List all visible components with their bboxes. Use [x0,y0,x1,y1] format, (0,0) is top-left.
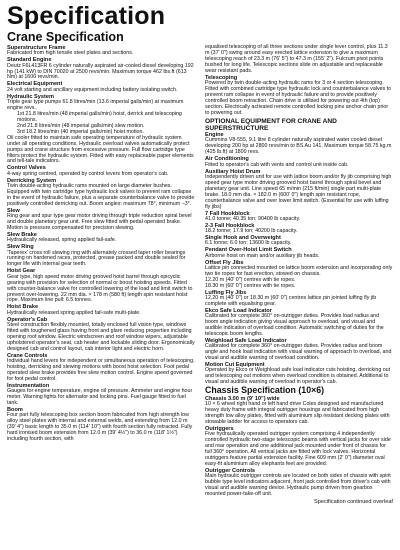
paragraph: 'Taperex' cross roll slewing ring with alternately crossed taper roller bearings running on hardened races, protected, grease packed and double sealed for longer life with internal gear teeth. [7,249,186,268]
section-heading: Weighload Safe Load Indicator [205,338,287,345]
section-heading: Luffing Fly Jibs [205,289,247,296]
paragraph: Operated by Ekco or Weighload safe load indicator cuts hoisting, derricking out and telescoping out motions when overload condition is obtained. Additional to visual and audible warning of overload in operator's cab. [205,367,391,386]
section-heading: Derricking System [7,177,57,184]
indented-line: 3rd 18.2 litres/min (40 imperial galls/min) hoist motion. [17,128,144,135]
section-heading: Pendant Over-Hoist Limit Switch [205,247,292,254]
left-column [7,45,195,505]
section-heading: Boom [7,407,23,413]
paragraph: Five hydraulically operated outrigger system comprising 4 independently controlled hydraulic two-stage telescopic beams with vertical jacks for over side and rear operation and one additional jack mounted under front of chassis for full 360° operation. All vertical jacks are fitted with lock valves. Horizontal outriggers feature partial extension facility. Fine 609 mm (2' 0") diameter oval easy-fit aluminium alloy elephants feet are provided. [205,431,391,468]
paragraph: 6.1 tonne; 6.0 ton; 13600 lb capacity. [205,240,292,247]
paragraph: Gear type, high speed motor driving grooved hoist barrel through epicyclic gearing with provision for selection of normal or boost hoisting speeds. Fitted with counter-balance valve for controlled lowering of the load and limit switch to prevent over-lowering. 22 mm dia. × 178 m (580 ft) length spin resistant hoist rope. Maximum line pull: 6.5 tonnes. [7,273,193,304]
paragraph: Deutz F6L413FR 6 cylinder naturally aspirated air-cooled diesel developing 192 hp (141 kW) to DIN 70020 at 2500 revs/min. Maximum torque 462 lbs.ft (613 Nm) at 1600 revs/min. [7,62,194,81]
paragraph: 12.20 m (40' 0") centres with tie ropes. [205,276,296,283]
paragraph: Triple gear type pumps 61.8 litres/min (13.6 imperial galls/min) at maximum engine revs. [7,98,184,111]
paragraph: 18.2 tonne; 17.9 ton; 40200 lb capacity. [205,228,298,235]
section-heading: Outriggers [205,426,234,433]
section-heading: Ekco Safe Load Indicator [205,307,272,314]
section-heading: Hoist Gear [7,268,36,275]
paragraph: Calibrated for complete 360° on-outrigger duties. Provides load radius and boom angle indication giving visual approach to overload, and visual and audible indication of overload condition. Automatic switching of duties for the telescopic boom lengths. [205,313,384,338]
section-heading: Engine [205,132,224,139]
paragraph: equalised telescoping of all three sections under single lever control, plus 11.3 m (37' 0") swing around easy erected lattice extension to give a maximum telescoping reach of 23.3 m (76' 5") to 47.3 m (155' 2"). Fulcrum pivot points bushed for long life. Telescopic sections slide on adjustable and replaceable wear resistant pads. [205,44,388,74]
section-heading: Outrigger Controls [205,468,256,475]
section-heading: Slew [7,207,20,214]
section-heading: Slew Brake [7,231,37,238]
paragraph: Hydraulically released spring applied fail-safe multi-plate. [7,309,141,316]
paragraph: 10 × 6 wheel right hand or left hand drive Coles designed and manufactured heavy duty frame with integral outrigger housings and fabricated from high strength low alloy plates, fitted with aluminium slip resistant decking plates with stowable ladder for access to operators cab. [205,401,390,426]
paragraph: Powered by twin double-acting hydraulic rams for 3 or 4 section telescoping. Fitted with combined cartridge type hydraulic lock and counterbalance valves to prevent ram collapse in event of hydraulic failure and to provide positively controlled boom retraction. Chain drive is utilised for powering out 4th (top) section. Electrically activated remote controlled locking pins anchor chain prior to powering out. [205,80,392,116]
section-heading: Hoist Brake [7,304,39,311]
section-title: OPTIONAL EQUIPMENT FOR CRANE AND SUPERSTRUCTURE [205,117,337,132]
indented-line: 2nd 21.8 litres/min (48 imperial galls/min) slew motion. [17,122,145,129]
section-heading: Control Valves [7,165,46,172]
paragraph: Hydraulically released, spring applied fail-safe. [7,237,117,244]
section-heading: Hydraulic System [7,93,54,100]
right-column-body [205,45,393,498]
paragraph: Four part fully telescoping box section boom fabricated from high strength low alloy steel plates with internal and external welds, and extending from 12.0 m (39' 4") basic length to 35.0 m (114' 10") with fourth section fully retracted. Fully hard ironised boom extension from 12.0 m (39' 4½") to 36.0 m (118' 1½") including fourth section, with [7,412,193,443]
section-heading: Superstructure Frame [7,45,66,51]
right-column [205,45,393,505]
paragraph: Oil cooler fitted to maintain safe operating temperature of hydraulic system under all operating conditions. Hydraulic overload valves automatically protect pumps and crane structure from excessive pressure. Full flow cartridge type filters protect the hydraulic system. Fitted with easy replaceable paper elements and tell-tale indicators. [7,134,194,165]
paragraph: Fabricated from high tensile steel plates and sections. [7,50,134,57]
chassis-heading: Chassis Specification (10×6) [205,385,325,396]
section-heading: Auxiliary Hoist Drum [205,168,261,175]
paragraph: Ring gear and spur type gear motor driving through triple reduction spiral bevel and double planetary gear unit. Free slew fitted with pedal operated brake. Motion is pressure compensated for precision slewing. [7,213,192,231]
section-heading: Instrumentation [7,382,50,389]
columns [7,45,393,505]
paragraph: Twin double-acting hydraulic rams mounted on large diameter bushes. Equipped with twin cartridge type hydraulic lock valves to prevent ram collapse in the event of hydraulic failure, plus a separate counterbalance valve to provide positively controlled derricking out. Boom angles: maximum 78°, minimum −3°. [7,182,195,207]
paragraph: Lattice pin connected mounted on lattice boom extension and incorporating only two tie ropes for fast erection, stowed on chassis. [205,264,393,277]
section-heading: 7 Fall Hookblock [205,210,250,217]
paragraph: 12.20 m (40' 0") or 18.30 m (60' 0") centres lattice pin jointed luffing fly jib complete with equalising gear. [205,295,377,307]
paragraph: Steel construction flexibly mounted, totally enclosed full vision type, windows fitted with toughened glass having front and glare reducing properties including opening roof window. Electric windscreen and roof window wipers, adjustable upholstered operator's seat, cab heater and lockable sliding door. Ergonomically designed cab and control layout, cab interior light and electric horn. [7,321,195,352]
continued-note: Specification continued overleaf [314,499,393,506]
section-heading: Slew Ring [7,244,34,251]
paragraph: Calibrated for complete 360° on-outrigger duties. Provides radius and boom angle and hook load indication with visual warning of approach to overload, and visual and audible warning of overload condition. [205,343,392,362]
section-heading: Crane Controls [7,352,48,359]
section-heading: Air Conditioning [205,156,249,163]
indented-line: 1st 21.8 litres/min (48 imperial galls/min) hoist, derrick and telescoping motions. [17,110,182,123]
paragraph: Cummins V8-555, 9.1 litre 8 cylinder naturally aspirated water cooled diesel developing 200 hp at 2800 revs/min to BS Au 141. Maximum torque 58.75 kg.m (425 lb.ft) at 1800 revs. [205,137,392,156]
paragraph: Gauges for engine temperature, engine oil pressure. Ammeter and engine hour meter. Warning lights for alternator and locking pins. Fuel gauge fitted to fuel tank. [7,388,193,407]
section-heading: Single Hook and Overweight [205,235,281,242]
paragraph: Airborne hoist on main and/or auxiliary jib heads. [205,252,320,259]
section-heading: Motion Cut Equipment [205,362,265,369]
paragraph: Independently driven unit for use with lattice boom and/or fly jib comprising high speed gear type motor driving grooved hoist barrel through spiral bevel and planetary gear unit. Line speed 65 m/min (215 ft/min) single part multi-plate brake. 18.0 mm dia. × 182.0 m (600' 0") length spin resistant rope, counterbalance valve and over lower limit switch. (Essential for use with luffing fly jibs) [205,173,392,210]
page-title: Specification [7,2,166,30]
section-heading: Operator's Cab [7,316,48,323]
paragraph: 18.30 m (60' 0") centres with tie ropes. [205,282,296,289]
section-heading: Offset Fly Jibs [205,259,244,266]
paragraph: 4-way spring centred, operated by control levers from operator's cab. [7,170,169,177]
paragraph: 24 volt starting and ancillary equipment including battery isolating switch. [7,86,178,93]
section-heading: Standard Engine [7,57,52,64]
paragraph: Individual hand levers for independent or simultaneous operation of telescoping, hoisting, derricking and slewing motions with boost hoist selection. Foot pedal operated slew brake provides free slew motion control. Engine speed governed for foot pedal control. [7,358,195,382]
page-subtitle: Crane Specification [7,30,124,44]
section-heading: Chassis 3.00 m (9' 10") wide [205,395,280,402]
section-heading: Telescoping [205,74,238,81]
paragraph: Main hydraulic outrigger controls are located on both sides of chassis with spirit bubble type level indicators adjacent, front jack controlled from driver's cab with visual and audible warning device. Hydraulic pump driven from gearbox mounted power-take-off unit. [205,473,391,498]
section-heading: 2-3 Fall Hookblock [205,222,255,229]
paragraph: 41.0 tonne; 40.35 ton; 90400 lb capacity. [205,215,301,222]
section-heading: Electrical Equipment [7,81,63,88]
paragraph: Fitted to operator's cab with vents and control unit inside cab. [205,161,349,168]
